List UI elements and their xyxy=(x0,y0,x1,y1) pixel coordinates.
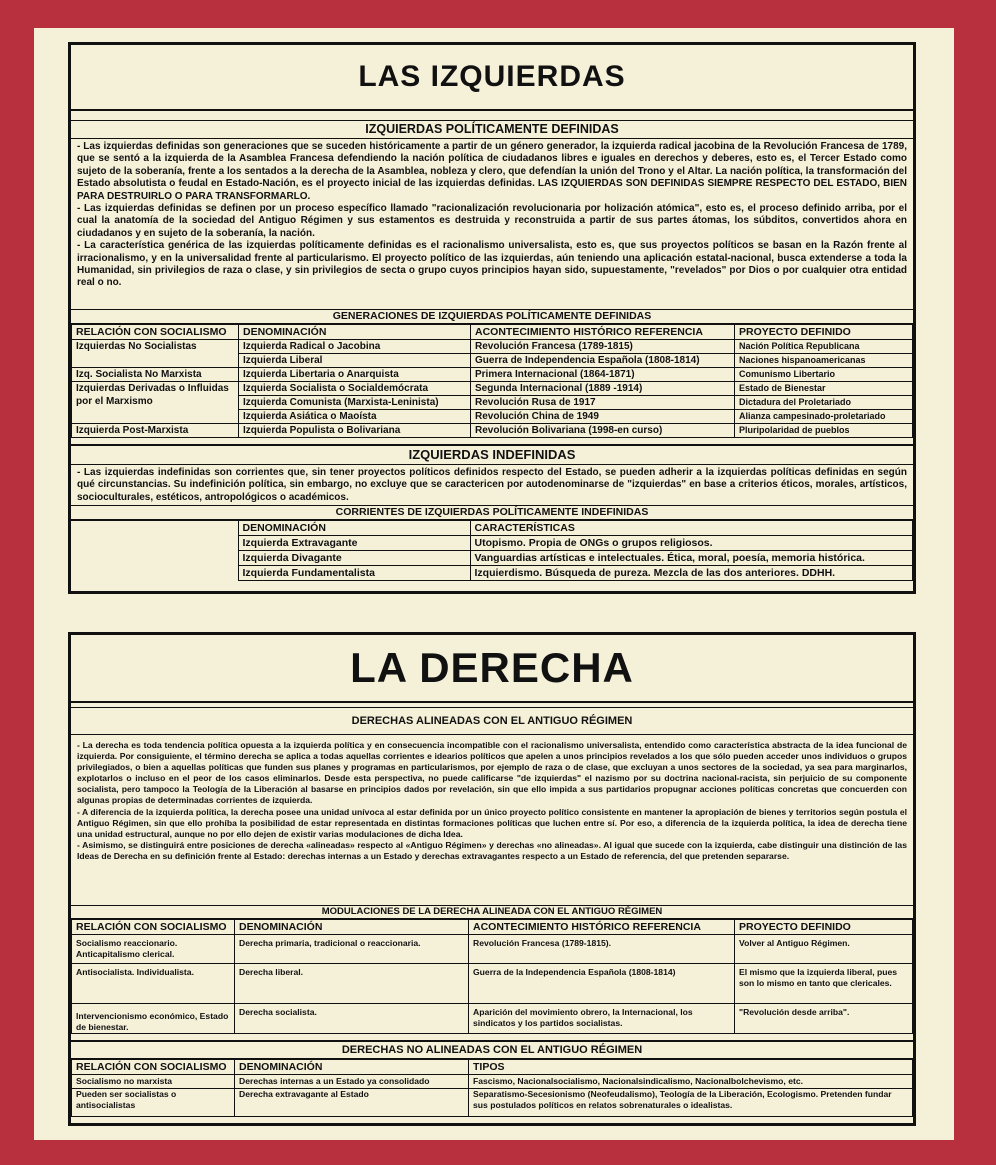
denominacion-cell: Izquierda Socialista o Socialdemócrata xyxy=(239,382,471,396)
izquierdas-panel xyxy=(68,42,916,594)
izquierdas-title: LAS IZQUIERDAS xyxy=(71,45,913,111)
denominacion-cell: Izquierda Extravagante xyxy=(238,536,470,551)
relacion-cell: Socialismo no marxista xyxy=(72,1075,235,1089)
relacion-cell: Izquierda Post-Marxista xyxy=(72,424,239,438)
tipos-cell: Separatismo-Secesionismo (Neofeudalismo), Teología de la Liberación, Ecologismo. Pretenden fundar sus postulados políticos en relatos sobrenaturales o idealistas. xyxy=(469,1089,913,1117)
proyecto-cell: El mismo que la izquierda liberal, pues son lo mismo en tanto que clericales. xyxy=(735,964,913,1004)
column-header: ACONTECIMIENTO HISTÓRICO REFERENCIA xyxy=(469,920,735,935)
relacion-cell: Izquierdas Derivadas o Influidas por el Marxismo xyxy=(72,382,239,424)
denominacion-cell: Derecha socialista. xyxy=(235,1004,469,1034)
proyecto-cell: Nación Política Republicana xyxy=(735,340,913,354)
proyecto-cell: Alianza campesinado-proletariado xyxy=(735,410,913,424)
blank-cell xyxy=(71,521,238,581)
column-header: CARACTERÍSTICAS xyxy=(470,521,913,536)
acontecimiento-cell: Revolución Francesa (1789-1815) xyxy=(471,340,735,354)
proyecto-cell: Pluripolaridad de pueblos xyxy=(735,424,913,438)
column-header: RELACIÓN CON SOCIALISMO xyxy=(72,325,239,340)
relacion-cell: Intervencionismo económico, Estado de bienestar. xyxy=(72,1004,235,1034)
definidas-paragraph: - Las izquierdas definidas son generaciones que se suceden históricamente a partir de un género generador, la izquierda radical jacobina de la Revolución Francesa de 1789, que se sentó a la izquierda de la Asamblea Francesa defendiendo la nación política de ciudadanos libres e iguales en derechos y deberes, esto es, el Tercer Estado como sujeto de la soberanía, frente a los sentados a la derecha de la Asamblea, nobleza y clero, que defendían la unión del Trono y el Altar. La nación política, la transformación del Estado absolutista o feudal en Estado-Nación, es el proyecto inicial de las izquierdas definidas. LAS IZQUIERDAS SON DEFINIDAS SIEMPRE RESPECTO DEL ESTADO, BIEN PARA DESTRUIRLO O PARA TRANSFORMARLO. xyxy=(77,141,907,202)
caracteristicas-cell: Izquierdismo. Búsqueda de pureza. Mezcla de las dos anteriores. DDHH. xyxy=(470,566,913,581)
generaciones-heading: GENERACIONES DE IZQUIERDAS POLÍTICAMENTE DEFINIDAS xyxy=(71,309,913,324)
corrientes-heading: CORRIENTES DE IZQUIERDAS POLÍTICAMENTE INDEFINIDAS xyxy=(71,505,913,520)
acontecimiento-cell: Guerra de Independencia Española (1808-1814) xyxy=(471,354,735,368)
denominacion-cell: Izquierda Fundamentalista xyxy=(238,566,470,581)
poster-paper xyxy=(34,28,954,1140)
denominacion-cell: Izquierda Radical o Jacobina xyxy=(239,340,471,354)
alineadas-heading: DERECHAS ALINEADAS CON EL ANTIGUO RÉGIMEN xyxy=(71,708,913,735)
definidas-heading: IZQUIERDAS POLÍTICAMENTE DEFINIDAS xyxy=(71,121,913,139)
column-header: DENOMINACIÓN xyxy=(238,521,470,536)
derecha-panel xyxy=(68,632,916,1126)
alineadas-text xyxy=(71,735,913,905)
relacion-cell: Izq. Socialista No Marxista xyxy=(72,368,239,382)
denominacion-cell: Derecha extravagante al Estado xyxy=(235,1089,469,1117)
denominacion-cell: Izquierda Liberal xyxy=(239,354,471,368)
column-header: TIPOS xyxy=(469,1060,913,1075)
acontecimiento-cell: Revolución China de 1949 xyxy=(471,410,735,424)
relacion-cell: Pueden ser socialistas o antisocialistas xyxy=(72,1089,235,1117)
denominacion-cell: Derecha liberal. xyxy=(235,964,469,1004)
generaciones-table xyxy=(71,324,913,438)
column-header: PROYECTO DEFINIDO xyxy=(735,325,913,340)
proyecto-cell: Dictadura del Proletariado xyxy=(735,396,913,410)
derecha-title: LA DERECHA xyxy=(71,635,913,703)
definidas-paragraph: - La característica genérica de las izquierdas políticamente definidas es el racionalismo universalista, esto es, que sus proyectos políticos se basan en la Razón frente al irracionalismo, y en la universalidad frente al particularismo. El proyecto político de las izquierdas, aún teniendo una aplicación estatal-nacional, busca extenderse a toda la Humanidad, sin privilegios de raza o clase, y sin privilegios de secta o grupo cuyos principios hayan sido, supuestamente, "revelados" por Dios o por cualquier otra entidad real o no. xyxy=(77,240,907,289)
acontecimiento-cell: Segunda Internacional (1889 -1914) xyxy=(471,382,735,396)
column-header: ACONTECIMIENTO HISTÓRICO REFERENCIA xyxy=(471,325,735,340)
denominacion-cell: Izquierda Populista o Bolivariana xyxy=(239,424,471,438)
acontecimiento-cell: Aparición del movimiento obrero, la Internacional, los sindicatos y los partidos socialistas. xyxy=(469,1004,735,1034)
caracteristicas-cell: Vanguardias artísticas e intelectuales. Ética, moral, poesía, memoria histórica. xyxy=(470,551,913,566)
acontecimiento-cell: Guerra de la Independencia Española (1808-1814) xyxy=(469,964,735,1004)
proyecto-cell: Comunismo Libertario xyxy=(735,368,913,382)
indefinidas-paragraph: - Las izquierdas indefinidas son corrientes que, sin tener proyectos políticos definidos respecto del Estado, se pueden adherir a la izquierdas políticas definidas en según qué circunstancias. Su indefinición política, sin embargo, no excluye que se caractericen por autodenominarse de "izquierdas" en base a criterios éticos, morales, artísticos, socioculturales, estéticos, antropológicos o académicos. xyxy=(77,467,907,503)
proyecto-cell: "Revolución desde arriba". xyxy=(735,1004,913,1034)
alineadas-paragraph: - La derecha es toda tendencia política opuesta a la izquierda política y en consecuencia incompatible con el racionalismo universalista, entendido como característica abstracta de la idea funcional de izquierda. Por consiguiente, el término derecha se aplica a todas aquellas corrientes e idearios políticos que apelen a unos principios revelados a los que sólo pueden acceder unos individuos o grupos privilegiados, o bien a aquellas políticas que funden sus planes y programas en particularismos, por ejemplo de raza o de clase, que excluyan a unos sectores de la sociedad, ya sea para marginarlos, explotarlos o incluso en el peor de los casos eliminarlos. Desde esta perspectiva, no puede calificarse "de izquierdas" el nazismo por su doctrina nacional-racista, sin perjuicio de su componente socialista, pero tampoco la Teología de la Liberación al basarse en principios dados por revelación, sin que ello impida a sus partidarios propugnar acciones políticas concretas que concuerden con algunas propias de determinadas corrientes de izquierda. xyxy=(77,740,907,806)
definidas-paragraph: - Las izquierdas definidas se definen por un proceso específico llamado "racionalización revolucionaria por holización atómica", esto es, el proceso definido arriba, por el cual la anatomía de la sociedad del Antiguo Régimen y sus estamentos es destruida y reconstruida a partir de sus partes átomas, los súbditos, convertidos ahora en ciudadanos y en sujeto de la soberanía, la nación. xyxy=(77,203,907,239)
indefinidas-heading: IZQUIERDAS INDEFINIDAS xyxy=(71,446,913,465)
denominacion-cell: Derechas internas a un Estado ya consolidado xyxy=(235,1075,469,1089)
acontecimiento-cell: Revolución Rusa de 1917 xyxy=(471,396,735,410)
relacion-cell: Socialismo reaccionario. Anticapitalismo clerical. xyxy=(72,935,235,964)
no-alineadas-table xyxy=(71,1059,913,1117)
column-header: DENOMINACIÓN xyxy=(235,920,469,935)
acontecimiento-cell: Primera Internacional (1864-1871) xyxy=(471,368,735,382)
denominacion-cell: Izquierda Libertaria o Anarquista xyxy=(239,368,471,382)
acontecimiento-cell: Revolución Bolivariana (1998-en curso) xyxy=(471,424,735,438)
relacion-cell: Izquierdas No Socialistas xyxy=(72,340,239,368)
relacion-cell: Antisocialista. Individualista. xyxy=(72,964,235,1004)
denominacion-cell: Izquierda Comunista (Marxista-Leninista) xyxy=(239,396,471,410)
column-header: RELACIÓN CON SOCIALISMO xyxy=(72,920,235,935)
acontecimiento-cell: Revolución Francesa (1789-1815). xyxy=(469,935,735,964)
denominacion-cell: Izquierda Divagante xyxy=(238,551,470,566)
proyecto-cell: Naciones hispanoamericanas xyxy=(735,354,913,368)
no-alineadas-heading: DERECHAS NO ALINEADAS CON EL ANTIGUO RÉGIMEN xyxy=(71,1042,913,1059)
column-header: RELACIÓN CON SOCIALISMO xyxy=(72,1060,235,1075)
alineadas-paragraph: - Asimismo, se distinguirá entre posiciones de derecha «alineadas» respecto al «Antiguo Régimen» y derechas «no alineadas». Al igual que sucede con la izquierda, cabe distinguir una distinción de las Ideas de Derecha en su definición frente al Estado: derechas internas a un Estado y derechas extravagantes respecto a un Estado de referencia, del que pretenden separarse. xyxy=(77,839,907,861)
modulaciones-table xyxy=(71,919,913,1034)
denominacion-cell: Izquierda Asiática o Maoísta xyxy=(239,410,471,424)
column-header: DENOMINACIÓN xyxy=(235,1060,469,1075)
caracteristicas-cell: Utopismo. Propia de ONGs o grupos religiosos. xyxy=(470,536,913,551)
denominacion-cell: Derecha primaria, tradicional o reaccionaria. xyxy=(235,935,469,964)
proyecto-cell: Volver al Antiguo Régimen. xyxy=(735,935,913,964)
column-header: DENOMINACIÓN xyxy=(239,325,471,340)
proyecto-cell: Estado de Bienestar xyxy=(735,382,913,396)
tipos-cell: Fascismo, Nacionalsocialismo, Nacionalsindicalismo, Nacionalbolchevismo, etc. xyxy=(469,1075,913,1089)
alineadas-paragraph: - A diferencia de la izquierda política, la derecha posee una unidad unívoca al estar definida por un único proyecto político consistente en mantener la apropiación de bienes y territorios según postula el Antiguo Régimen, sin que ello prohíba la posibilidad de estar representada en distintas formaciones políticas que luchen entre sí. Por eso, a diferencia de la izquierda política, la idea de derecha tiene una unidad estructural, aunque no por ello dejen de existir varias modulaciones de dicha Idea. xyxy=(77,806,907,839)
corrientes-table xyxy=(71,520,913,581)
definidas-text xyxy=(71,139,913,309)
column-header: PROYECTO DEFINIDO xyxy=(735,920,913,935)
modulaciones-heading: MODULACIONES DE LA DERECHA ALINEADA CON EL ANTIGUO RÉGIMEN xyxy=(71,905,913,919)
